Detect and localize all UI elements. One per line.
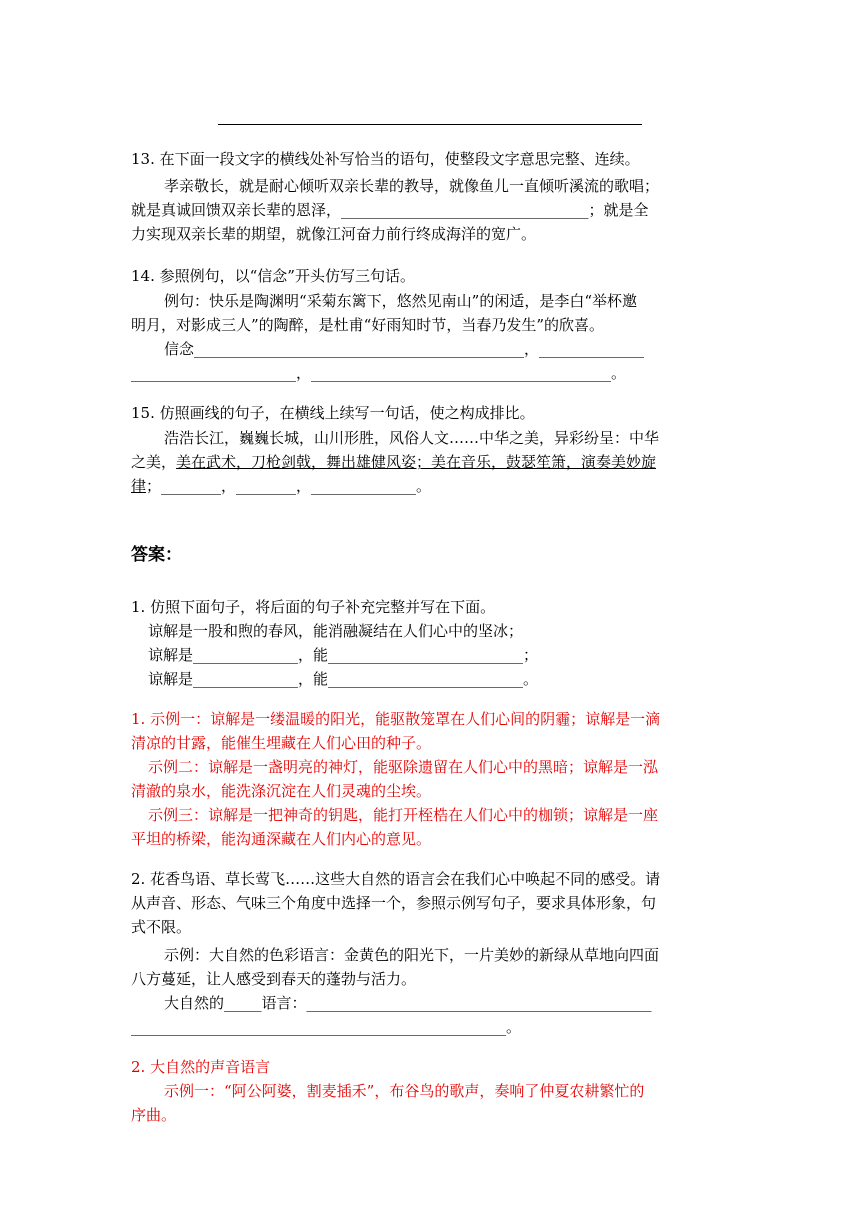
a1-answer-line1: 1. 示例一：谅解是一缕温暖的阳光，能驱散笼罩在人们心间的阴霾；谅解是一滴 — [131, 710, 661, 728]
a1-answer-line4: 清澈的泉水，能洗涤沉淀在人们灵魂的尘埃。 — [131, 782, 432, 800]
q15-line1: 浩浩长江，巍巍长城，山川形胜，风俗人文……中华之美，异彩纷呈：中华 — [164, 429, 660, 447]
a2-answer-line1: 2. 大自然的声音语言 — [131, 1058, 271, 1076]
a1-blank-line2: 谅解是______________，能__________________________。 — [148, 670, 539, 688]
q15-title: 15. 仿照画线的句子，在横线上续写一句话，使之构成排比。 — [131, 404, 535, 422]
a2-blank-line1: 大自然的_____语言：______________________________________________ — [164, 994, 652, 1012]
a1-answer-line2: 清凉的甘露，能催生埋藏在人们心田的种子。 — [131, 734, 432, 752]
answers-heading: 答案： — [131, 545, 182, 565]
q15-line2-pre: 之美， — [131, 453, 177, 471]
a2-blank-line2: __________________________________________________。 — [131, 1018, 522, 1036]
q13-line2: 就是真诚回馈双亲长辈的恩泽，_________________________________；就是全 — [131, 201, 649, 219]
a2-line2: 从声音、形态、气味三个角度中选择一个，参照示例写句子，要求具体形象，句 — [131, 894, 657, 912]
q13-line1: 孝亲敬长，就是耐心倾听双亲长辈的教导，就像鱼儿一直倾听溪流的歌唱； — [164, 177, 660, 195]
a2-answer-line3: 序曲。 — [131, 1106, 177, 1124]
q14-line2: 明月，对影成三人”的陶醉，是杜甫“好雨知时节，当春乃发生”的欣喜。 — [131, 316, 605, 334]
q15-blanks: ；________，________，______________。 — [146, 477, 432, 495]
a2-example-line1: 示例：大自然的色彩语言：金黄色的阳光下，一片美妙的新绿从草地向四面 — [164, 946, 660, 964]
top-divider-line — [218, 124, 642, 125]
a2-answer-line2: 示例一：“阿公阿婆，割麦插禾”，布谷鸟的歌声，奏响了仲夏农耕繁忙的 — [164, 1082, 645, 1100]
q13-title: 13. 在下面一段文字的横线处补写恰当的语句，使整段文字意思完整、连续。 — [131, 150, 640, 168]
a2-line1: 2. 花香鸟语、草长莺飞……这些大自然的语言会在我们心中唤起不同的感受。请 — [131, 870, 661, 888]
a2-example-line2: 八方蔓延，让人感受到春天的蓬勃与活力。 — [131, 970, 417, 988]
a1-example: 谅解是一股和煦的春风，能消融凝结在人们心中的坚冰； — [148, 622, 524, 640]
q14-line1: 例句：快乐是陶渊明“采菊东篱下，悠然见南山”的闲适，是李白“举杯邀 — [164, 292, 638, 310]
a1-blank-line1: 谅解是______________，能__________________________； — [148, 646, 539, 664]
q13-line3: 力实现双亲长辈的期望，就像江河奋力前行终成海洋的宽广。 — [131, 225, 537, 243]
q15-line2 — [131, 452, 731, 472]
a2-line3: 式不限。 — [131, 918, 192, 936]
a1-answer-line6: 平坦的桥梁，能沟通深藏在人们内心的意见。 — [131, 830, 432, 848]
q15-line3 — [131, 476, 731, 496]
q14-title: 14. 参照例句，以“信念”开头仿写三句话。 — [131, 267, 415, 285]
a1-answer-line5: 示例三：谅解是一把神奇的钥匙，能打开桎梏在人们心中的枷锁；谅解是一座 — [148, 806, 659, 824]
q15-underlined-sentence: 美在武术，刀枪剑戟，舞出雄健风姿；美在音乐，鼓瑟笙箫，演奏美妙旋 — [176, 453, 657, 471]
a1-answer-line3: 示例二：谅解是一盏明亮的神灯，能驱除遗留在人们心中的黑暗；谅解是一泓 — [148, 758, 659, 776]
q14-line4: ______________________，________________________________________。 — [131, 364, 627, 382]
a1-title: 1. 仿照下面句子，将后面的句子补充完整并写在下面。 — [131, 598, 496, 616]
q14-line3: 信念____________________________________________，______________ — [164, 340, 645, 358]
q15-underlined-end: 律 — [131, 477, 147, 495]
